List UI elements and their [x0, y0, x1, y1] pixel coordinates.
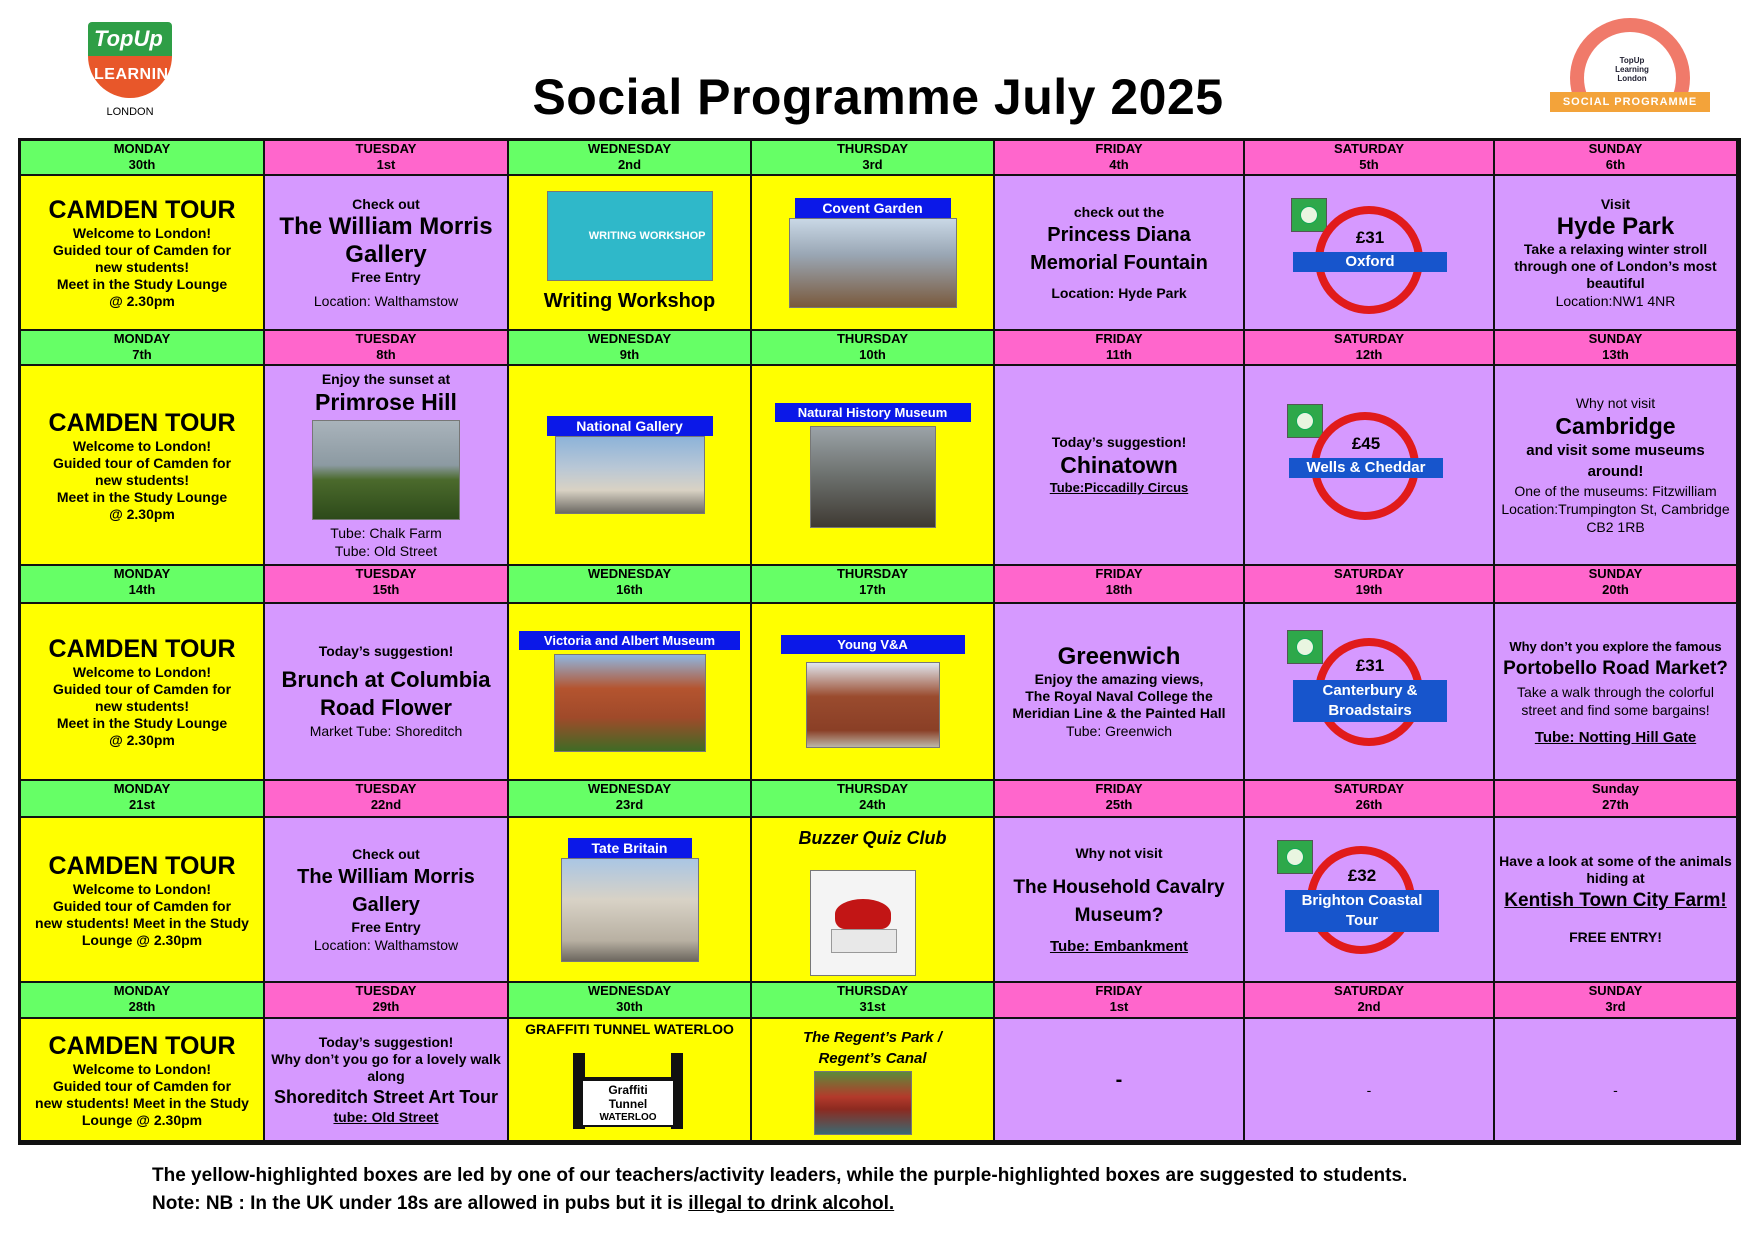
footer-note: Note: NB : In the UK under 18s are allowed in pubs but it is [152, 1193, 689, 1214]
national-gallery-label: National Gallery [547, 416, 713, 436]
w5-thu-header [752, 983, 995, 1019]
day-date: 20th [1602, 582, 1629, 597]
camden-line: Guided tour of Camden for [52, 681, 232, 697]
day-date: 18th [1105, 582, 1133, 597]
tue-pre: Enjoy the sunset at [321, 370, 451, 387]
sun-line: beautiful [1586, 274, 1645, 291]
camden-line: Guided tour of Camden for [52, 1077, 232, 1094]
day-date: 17th [859, 582, 886, 597]
w1-wed-cell [509, 176, 752, 331]
w4-thu-header [752, 781, 995, 818]
w1-tue-cell [265, 176, 509, 331]
fri-location: Location: Hyde Park [1051, 284, 1187, 301]
day-date: 11th [1105, 347, 1132, 362]
day-name: FRIDAY [1095, 566, 1143, 581]
tate-britain-label: Tate Britain [568, 838, 692, 858]
w5-tue-header [265, 983, 509, 1019]
day-date: 19th [1355, 582, 1383, 597]
day-name: Sunday [1592, 781, 1639, 796]
empty-dash: - [1366, 1081, 1372, 1098]
regents-canal-image [814, 1071, 912, 1135]
tue-title: Road Flower [319, 695, 452, 720]
tue-title: The William Morris [297, 865, 475, 888]
day-date: 13th [1602, 347, 1629, 362]
w4-tue-header [265, 781, 509, 818]
trip-price: £31 [1355, 228, 1385, 247]
fri-tube: Tube:Piccadilly Circus [1049, 480, 1189, 495]
day-name: SATURDAY [1333, 983, 1405, 998]
sun-line: Have a look at some of the animals [1499, 853, 1732, 869]
tue-pre: Check out [352, 195, 420, 212]
camden-line: Guided tour of Camden for [52, 897, 232, 914]
sun-title: Cambridge [1555, 413, 1676, 439]
day-name: MONDAY [113, 781, 171, 796]
sun-title: Portobello Road Market? [1503, 657, 1728, 679]
empty-dash: - [1115, 1068, 1123, 1091]
trip-destination-line: Brighton Coastal [1301, 892, 1423, 909]
day-name: WEDNESDAY [587, 781, 672, 796]
w2-thu-header [752, 331, 995, 366]
thu-title [752, 1027, 993, 1069]
w1-mon-header [21, 141, 265, 176]
w3-tue-cell [265, 604, 509, 781]
writing-workshop-image-text: WRITING WORKSHOP [588, 229, 706, 242]
graffiti-sign-line: Graffiti [608, 1083, 648, 1097]
w2-fri-header [995, 331, 1245, 366]
w5-fri-cell [995, 1019, 1245, 1142]
w3-sun-cell [1495, 604, 1738, 781]
fri-tube: Tube: Greenwich [1065, 723, 1173, 739]
w1-wed-header [509, 141, 752, 176]
day-date: 2nd [1357, 999, 1381, 1014]
w3-fri-cell [995, 604, 1245, 781]
tue-title: Shoreditch Street Art Tour [273, 1086, 498, 1107]
wed-title: GRAFFITI TUNNEL WATERLOO [525, 1021, 734, 1037]
day-date: 12th [1355, 347, 1383, 362]
camden-line: @ 2.30pm [109, 293, 175, 309]
fri-title: Museum? [1074, 904, 1164, 926]
w1-fri-header [995, 141, 1245, 176]
w1-tue-header [265, 141, 509, 176]
w5-sat-cell [1245, 1019, 1495, 1142]
tue-title: Gallery [345, 240, 427, 268]
w4-sat-cell [1245, 818, 1495, 983]
footer-line-1: The yellow-highlighted boxes are led by one of our teachers/activity leaders, while the purple-highlighted boxes are suggested to students. [152, 1165, 1408, 1186]
w4-fri-cell [995, 818, 1245, 983]
w2-sat-cell [1245, 366, 1495, 566]
day-date: 4th [1109, 157, 1129, 172]
trip-roundel [1289, 206, 1451, 324]
day-date: 31st [859, 999, 886, 1014]
w1-mon-cell [21, 176, 265, 331]
camden-line: Lounge @ 2.30pm [81, 931, 203, 948]
logo-brand-top: TopUp [94, 26, 163, 51]
fri-title: Greenwich [1057, 643, 1181, 670]
camden-line: Meet in the Study Lounge [56, 715, 228, 731]
day-name: MONDAY [113, 566, 171, 581]
trip-roundel [1281, 846, 1443, 964]
day-name: SATURDAY [1333, 566, 1405, 581]
camden-line: Welcome to London! [72, 880, 212, 897]
sun-line: CB2 1RB [1586, 519, 1645, 535]
day-name: FRIDAY [1095, 781, 1143, 796]
day-date: 5th [1359, 157, 1379, 172]
day-name: THURSDAY [836, 983, 909, 998]
tue-location: Market Tube: Shoreditch [309, 723, 463, 739]
sun-line: One of the museums: Fitzwilliam [1514, 483, 1717, 499]
fri-title: Chinatown [1060, 452, 1178, 478]
footer-warning: illegal to drink alcohol. [688, 1193, 895, 1214]
footer-line-2 [152, 1193, 894, 1215]
tue-line: Why don’t you go for a lovely walk [271, 1050, 501, 1067]
fri-line: Meridian Line & the Painted Hall [1012, 705, 1226, 721]
trip-roundel [1285, 412, 1447, 530]
camden-line: Welcome to London! [72, 225, 212, 241]
covent-garden-image [789, 218, 957, 308]
w3-sat-header [1245, 566, 1495, 604]
w3-sun-header [1495, 566, 1738, 604]
logo-city: LONDON [106, 106, 154, 118]
camden-title: CAMDEN TOUR [48, 1031, 236, 1060]
trip-destination-line: Canterbury & [1322, 682, 1418, 699]
natural-history-museum-label: Natural History Museum [775, 403, 971, 422]
logo-brand-bottom: LEARNING [94, 66, 182, 83]
w2-tue-header [265, 331, 509, 366]
day-date: 28th [128, 999, 156, 1014]
day-date: 21st [128, 797, 156, 812]
camden-title: CAMDEN TOUR [48, 408, 236, 437]
sun-free-entry: FREE ENTRY! [1569, 929, 1662, 945]
day-name: MONDAY [113, 331, 171, 346]
day-date: 26th [1355, 797, 1383, 812]
day-name: SUNDAY [1588, 331, 1643, 346]
w1-fri-cell [995, 176, 1245, 331]
badge-ribbon: SOCIAL PROGRAMME [1550, 92, 1710, 112]
tue-tube: tube: Old Street [333, 1108, 439, 1125]
graffiti-sign-line: Tunnel [608, 1097, 648, 1111]
day-name: TUESDAY [355, 983, 417, 998]
w2-mon-header [21, 331, 265, 366]
camden-line: new students! Meet in the Study [35, 1094, 249, 1111]
trip-roundel [1289, 638, 1451, 756]
tue-sub: Free Entry [351, 268, 421, 285]
buzzer-image [810, 870, 916, 976]
tue-pre: Today’s suggestion! [318, 1033, 454, 1050]
w5-tue-cell [265, 1019, 509, 1142]
camden-line: Welcome to London! [72, 437, 212, 454]
camden-line: @ 2.30pm [109, 732, 175, 748]
w4-mon-header [21, 781, 265, 818]
calendar-grid [18, 138, 1741, 1145]
day-date: 3rd [862, 157, 883, 172]
w2-tue-cell [265, 366, 509, 566]
day-date: 1st [376, 157, 396, 172]
fri-title: Memorial Fountain [1030, 251, 1208, 274]
sun-pre: Why don’t you explore the famous [1509, 638, 1722, 654]
day-date: 23rd [615, 797, 644, 812]
sun-tube: Tube: Notting Hill Gate [1534, 728, 1697, 746]
thu-title-line: The Regent’s Park / [803, 1029, 942, 1046]
covent-garden-label: Covent Garden [795, 198, 951, 218]
trip-price: £45 [1351, 434, 1381, 453]
sun-title: Hyde Park [1556, 212, 1675, 240]
tue-title: Brunch at Columbia [281, 667, 491, 692]
day-name: TUESDAY [355, 331, 417, 346]
day-name: THURSDAY [836, 566, 909, 581]
w2-mon-cell [21, 366, 265, 566]
w3-thu-cell [752, 604, 995, 781]
w5-sun-cell [1495, 1019, 1738, 1142]
w2-sat-header [1245, 331, 1495, 366]
day-name: SATURDAY [1333, 781, 1405, 796]
day-name: THURSDAY [836, 141, 909, 156]
w3-mon-cell [21, 604, 265, 781]
day-date: 6th [1605, 157, 1626, 172]
tue-location: Location: Walthamstow [313, 292, 459, 309]
w1-sat-header [1245, 141, 1495, 176]
day-date: 16th [616, 582, 643, 597]
sun-pre: Why not visit [1575, 395, 1656, 411]
fri-tube: Tube: Embankment [1049, 937, 1189, 955]
fri-pre: check out the [1073, 203, 1165, 220]
w1-sun-cell [1495, 176, 1738, 331]
w1-sat-cell [1245, 176, 1495, 331]
day-name: WEDNESDAY [587, 566, 672, 581]
camden-line: Guided tour of Camden for [52, 242, 232, 258]
day-date: 15th [372, 582, 400, 597]
trip-destination-line: Broadstairs [1328, 702, 1412, 719]
day-name: SUNDAY [1588, 566, 1643, 581]
fri-line: Enjoy the amazing views, [1034, 671, 1204, 687]
trip-price: £31 [1355, 656, 1385, 675]
sun-line: street and find some bargains! [1521, 701, 1710, 718]
camden-line: Meet in the Study Lounge [56, 488, 228, 505]
trip-price: £32 [1347, 866, 1377, 885]
w4-fri-header [995, 781, 1245, 818]
writing-workshop-image [547, 191, 713, 281]
day-date: 22nd [370, 797, 402, 812]
camden-line: Welcome to London! [72, 1060, 212, 1077]
w3-fri-header [995, 566, 1245, 604]
young-va-image [806, 662, 940, 748]
tue-tube: Tube: Old Street [334, 542, 438, 559]
tue-location: Location: Walthamstow [313, 936, 459, 953]
thu-title-line: Regent’s Canal [818, 1050, 927, 1067]
w4-wed-cell [509, 818, 752, 983]
day-name: MONDAY [113, 983, 171, 998]
badge-text: TopUp Learning London [1615, 56, 1649, 83]
primrose-hill-image [312, 420, 460, 520]
young-va-label: Young V&A [781, 635, 965, 654]
sun-line: Take a walk through the colorful [1517, 683, 1714, 700]
day-name: TUESDAY [355, 781, 417, 796]
day-name: FRIDAY [1095, 331, 1143, 346]
w1-thu-cell [752, 176, 995, 331]
fri-title: Princess Diana [1047, 223, 1191, 246]
day-date: 8th [376, 347, 396, 362]
day-name: SATURDAY [1333, 331, 1405, 346]
fri-pre: Today’s suggestion! [1051, 434, 1187, 450]
fri-title: The Household Cavalry [1013, 876, 1225, 898]
camden-line: Meet in the Study Lounge [56, 276, 228, 292]
natural-history-museum-image [810, 426, 936, 528]
day-date: 14th [128, 582, 156, 597]
sun-line: through one of London’s most [1514, 257, 1717, 274]
camden-title: CAMDEN TOUR [48, 196, 236, 224]
trip-destination-line: Tour [1345, 912, 1379, 929]
tue-tube: Tube: Chalk Farm [330, 524, 442, 541]
camden-line: Lounge @ 2.30pm [81, 1111, 203, 1128]
sun-location: Location:NW1 4NR [1555, 292, 1676, 309]
tue-title: Gallery [352, 893, 420, 916]
fri-pre: Why not visit [1075, 844, 1163, 861]
w2-fri-cell [995, 366, 1245, 566]
day-date: 24th [859, 797, 886, 812]
sun-line: and visit some museums [1526, 442, 1705, 459]
day-name: TUESDAY [355, 566, 417, 581]
day-date: 7th [132, 347, 152, 362]
tue-title: The William Morris [279, 212, 493, 240]
camden-line: Guided tour of Camden for [52, 454, 232, 471]
day-name: FRIDAY [1095, 141, 1143, 156]
w3-wed-cell [509, 604, 752, 781]
camden-line: @ 2.30pm [109, 505, 175, 522]
trip-destination: Wells & Cheddar [1289, 458, 1443, 478]
w3-mon-header [21, 566, 265, 604]
w2-wed-header [509, 331, 752, 366]
w4-wed-header [509, 781, 752, 818]
day-date: 30th [128, 157, 156, 172]
day-name: SUNDAY [1588, 141, 1643, 156]
camden-line: Welcome to London! [72, 664, 212, 680]
day-date: 1st [1109, 999, 1129, 1014]
w4-sat-header [1245, 781, 1495, 818]
w3-tue-header [265, 566, 509, 604]
day-date: 30th [616, 999, 643, 1014]
w5-sun-header [1495, 983, 1738, 1019]
w5-sat-header [1245, 983, 1495, 1019]
w4-sun-header [1495, 781, 1738, 818]
day-date: 27th [1602, 797, 1629, 812]
tue-title: Primrose Hill [315, 388, 457, 415]
w2-sun-header [1495, 331, 1738, 366]
trip-destination [1293, 680, 1447, 722]
day-name: WEDNESDAY [587, 983, 672, 998]
day-date: 25th [1105, 797, 1133, 812]
w5-mon-cell [21, 1019, 265, 1142]
graffiti-sign-line: WATERLOO [599, 1112, 657, 1123]
w1-sun-header [1495, 141, 1738, 176]
day-date: 2nd [617, 157, 642, 172]
day-date: 9th [619, 347, 640, 362]
day-name: THURSDAY [836, 781, 909, 796]
sun-line: hiding at [1586, 870, 1645, 886]
sun-line: Take a relaxing winter stroll [1523, 240, 1708, 257]
w2-wed-cell [509, 366, 752, 566]
camden-line: new students! Meet in the Study [35, 914, 249, 931]
camden-line: new students! [94, 471, 190, 488]
camden-title: CAMDEN TOUR [48, 635, 236, 663]
tue-sub: Free Entry [351, 918, 421, 935]
day-name: TUESDAY [355, 141, 417, 156]
w5-wed-cell [509, 1019, 752, 1142]
w3-wed-header [509, 566, 752, 604]
day-name: FRIDAY [1095, 983, 1143, 998]
sun-line: around! [1587, 463, 1644, 480]
sun-line: Location:Trumpington St, Cambridge [1501, 501, 1730, 517]
empty-dash: - [1613, 1081, 1618, 1098]
w5-fri-header [995, 983, 1245, 1019]
w2-sun-cell [1495, 366, 1738, 566]
day-name: SUNDAY [1588, 983, 1643, 998]
w4-thu-cell [752, 818, 995, 983]
w4-mon-cell [21, 818, 265, 983]
day-date: 10th [859, 347, 886, 362]
sun-title: Kentish Town City Farm! [1504, 890, 1727, 911]
day-name: THURSDAY [836, 331, 909, 346]
tate-britain-image [561, 858, 699, 962]
camden-title: CAMDEN TOUR [48, 851, 236, 880]
day-name: WEDNESDAY [587, 331, 672, 346]
w5-thu-cell [752, 1019, 995, 1142]
day-name: MONDAY [113, 141, 171, 156]
w4-tue-cell [265, 818, 509, 983]
w2-thu-cell [752, 366, 995, 566]
day-name: SATURDAY [1333, 141, 1405, 156]
page-title: Social Programme July 2025 [532, 69, 1224, 125]
day-name: WEDNESDAY [587, 141, 672, 156]
trip-destination: Oxford [1293, 252, 1447, 272]
w3-sat-cell [1245, 604, 1495, 781]
national-gallery-image [555, 436, 705, 514]
tue-pre: Check out [352, 845, 420, 862]
va-museum-label: Victoria and Albert Museum [519, 631, 740, 650]
fri-line: The Royal Naval College the [1025, 688, 1213, 704]
day-date: 3rd [1605, 999, 1626, 1014]
tue-line: along [367, 1067, 405, 1084]
w5-mon-header [21, 983, 265, 1019]
thu-title: Buzzer Quiz Club [798, 828, 947, 848]
w4-sun-cell [1495, 818, 1738, 983]
camden-line: new students! [94, 259, 190, 275]
day-date: 29th [372, 999, 400, 1014]
graffiti-tunnel-image [573, 1047, 683, 1131]
trip-destination [1285, 890, 1439, 932]
va-museum-image [554, 654, 706, 752]
tue-pre: Today’s suggestion! [318, 643, 454, 659]
w1-thu-header [752, 141, 995, 176]
wed-title: Writing Workshop [543, 289, 716, 312]
w3-thu-header [752, 566, 995, 604]
w5-wed-header [509, 983, 752, 1019]
sun-pre: Visit [1600, 195, 1631, 212]
camden-line: new students! [94, 698, 190, 714]
